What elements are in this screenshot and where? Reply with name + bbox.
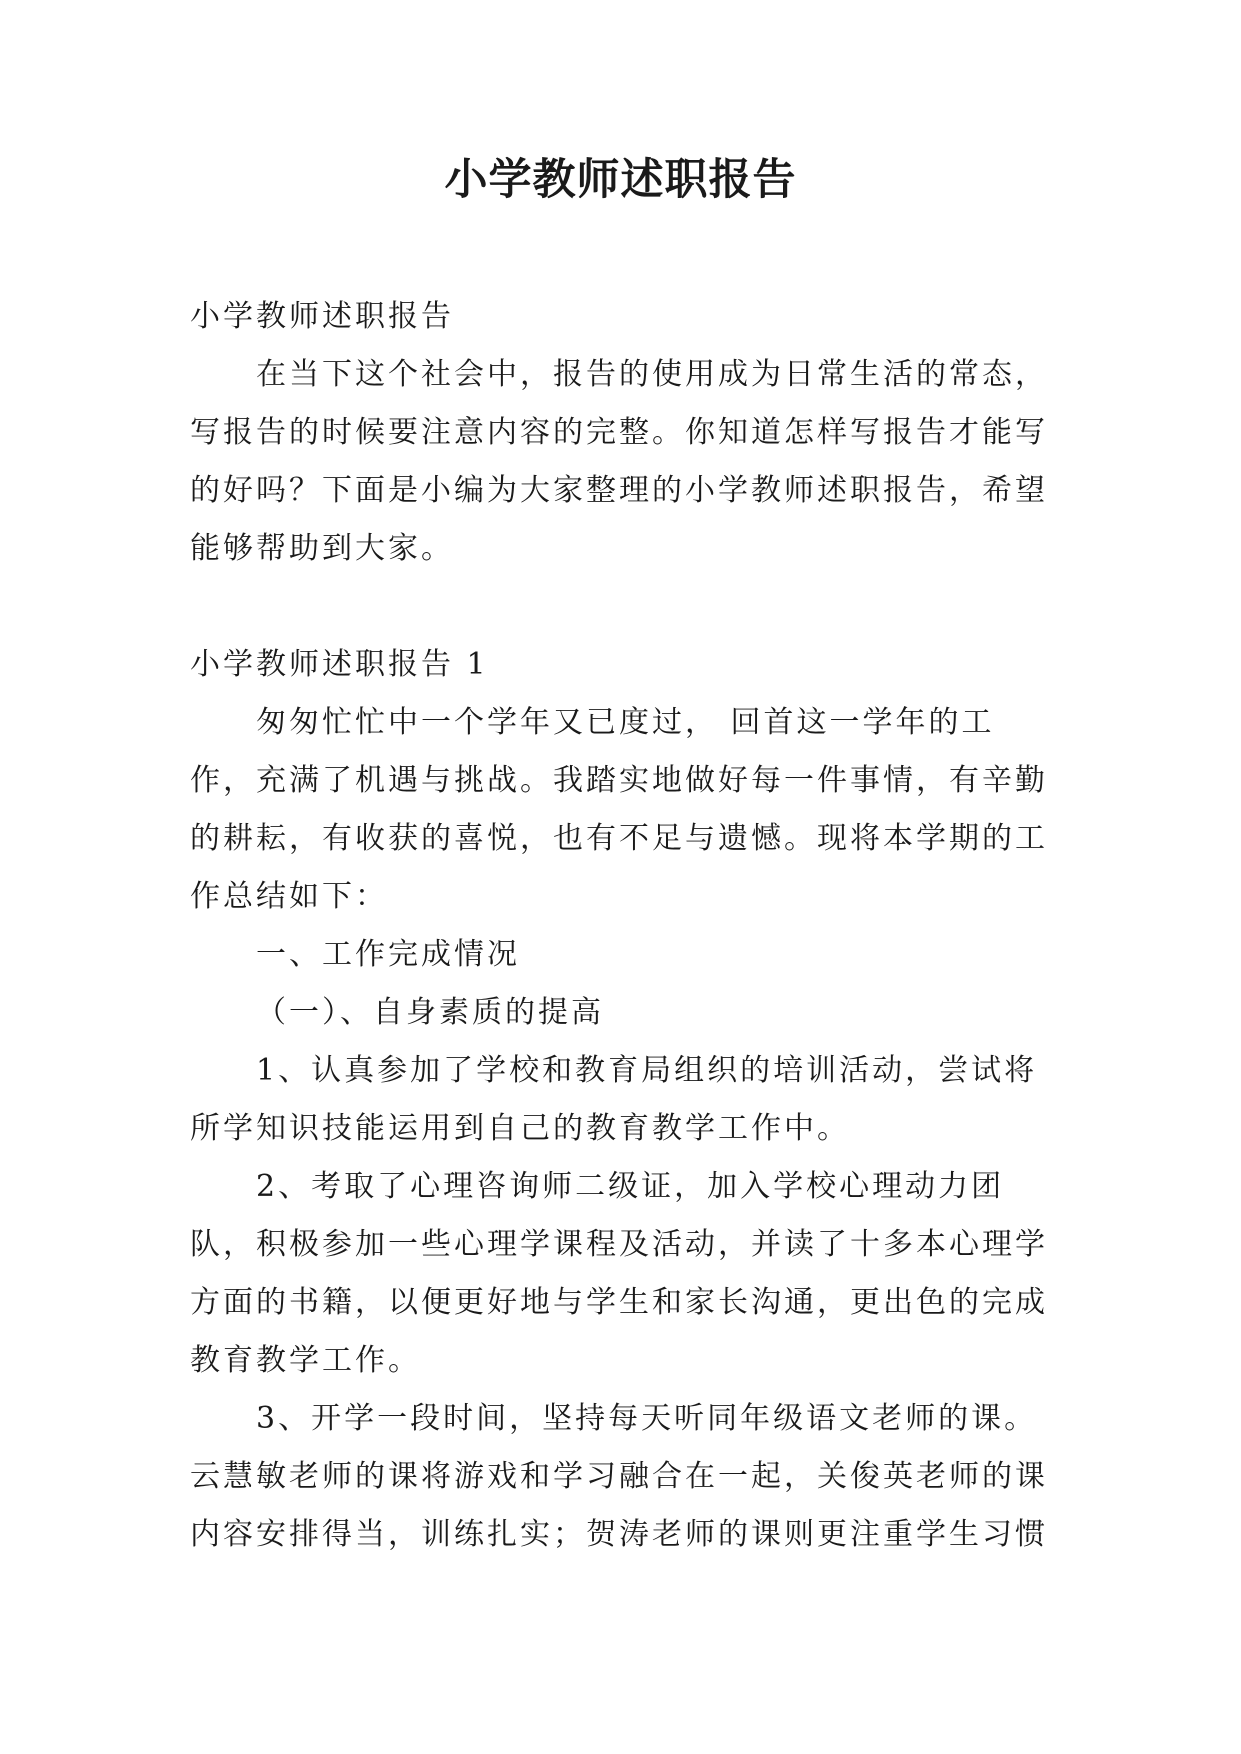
- sub-heading: （一）、自身素质的提高: [256, 995, 604, 1030]
- paragraph-spacer: [190, 578, 1060, 636]
- document-title: 小学教师述职报告: [444, 155, 797, 205]
- document-subtitle: 小学教师述职报告: [190, 299, 454, 334]
- list-item-1: 1、认真参加了学校和教育局组织的培训活动，尝试将所学知识技能运用到自己的教育教学工作中。: [190, 1053, 1038, 1146]
- part-heading: 一、工作完成情况: [256, 937, 520, 972]
- list-item-2: 2、考取了心理咨询师二级证，加入学校心理动力团队，积极参加一些心理学课程及活动，并读了十多本心理学方面的书籍，以便更好地与学生和家长沟通，更出色的完成教育教学工作。: [190, 1169, 1048, 1378]
- document-body: [190, 288, 1060, 1564]
- section-heading: 小学教师述职报告 1: [190, 647, 489, 682]
- opening-paragraph: 匆匆忙忙中一个学年又已度过， 回首这一学年的工作，充满了机遇与挑战。我踏实地做好每一件事情，有辛勤的耕耘，有收获的喜悦，也有不足与遗憾。现将本学期的工作总结如下：: [190, 705, 1048, 914]
- list-item-3: 3、开学一段时间，坚持每天听同年级语文老师的课。云慧敏老师的课将游戏和学习融合在一起，关俊英老师的课内容安排得当，训练扎实；贺涛老师的课则更注重学生习惯: [190, 1401, 1048, 1552]
- intro-paragraph: 在当下这个社会中，报告的使用成为日常生活的常态，写报告的时候要注意内容的完整。你知道怎样写报告才能写的好吗？下面是小编为大家整理的小学教师述职报告，希望能够帮助到大家。: [190, 357, 1048, 566]
